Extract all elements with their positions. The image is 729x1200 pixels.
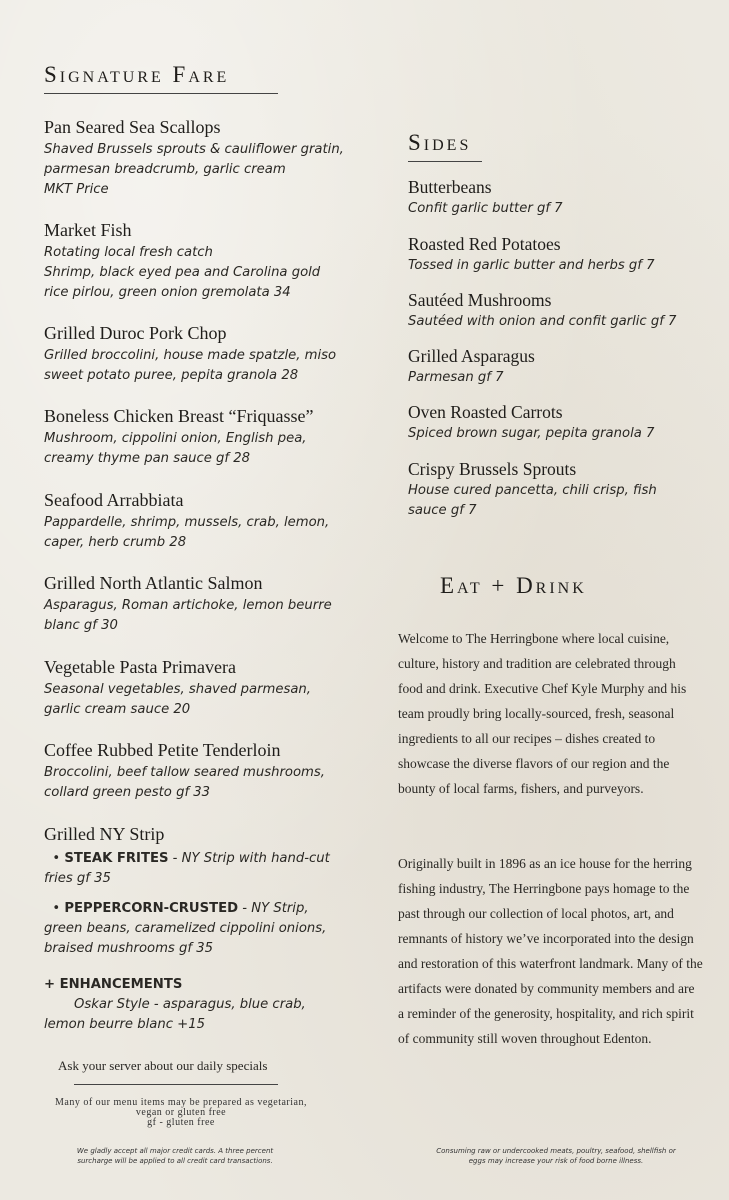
menu-item	[44, 405, 344, 469]
option-description: - NY Strip, green beans, caramelized cippolini onions, braised mushrooms gf 35	[44, 901, 327, 956]
item-description: Spiced brown sugar, pepita granola 7	[408, 426, 655, 441]
item-name: Sautéed Mushrooms	[408, 290, 552, 310]
side-item	[408, 401, 698, 444]
enhancements	[44, 975, 344, 995]
item-description: Parmesan gf 7	[408, 370, 504, 385]
item-description: Seasonal vegetables, shaved parmesan, garlic cream sauce 20	[44, 682, 311, 717]
menu-item	[44, 656, 344, 720]
menu-item	[44, 823, 344, 1035]
about-paragraph-2: Originally built in 1896 as an ice house for the herring fishing industry, The Herringbone pays homage to the past through our collection of local photos, art, and remnants of history we’ve incorporated into the design and restoration of this waterfront landmark. Many of the artifacts were donated by community members and are a reminder of the generosity, hospitality, and rich spirit of community still woven throughout Edenton.	[398, 856, 703, 1046]
item-name: Roasted Red Potatoes	[408, 234, 561, 254]
menu-item	[44, 219, 344, 303]
item-name: Seafood Arrabbiata	[44, 490, 184, 510]
item-name: Grilled North Atlantic Salmon	[44, 573, 263, 593]
item-name: Grilled Duroc Pork Chop	[44, 323, 227, 343]
item-description: Shaved Brussels sprouts & cauliflower gratin, parmesan breadcrumb, garlic cream	[44, 142, 344, 177]
divider	[74, 1084, 278, 1085]
enhancements-description: Oskar Style - asparagus, blue crab, lemon beurre blanc +15	[44, 997, 306, 1032]
option-label: PEPPERCORN-CRUSTED	[64, 901, 239, 916]
item-description: Tossed in garlic butter and herbs gf 7	[408, 258, 655, 273]
side-item	[408, 233, 698, 276]
menu-item	[44, 322, 344, 386]
option-description: - NY Strip with hand-cut fries gf 35	[44, 851, 330, 886]
item-name: Coffee Rubbed Petite Tenderloin	[44, 740, 281, 760]
side-item	[408, 176, 698, 219]
strip-option: • STEAK FRITES - NY Strip with hand-cut fries gf 35	[44, 851, 330, 886]
signature-fare-heading: Signature Fare	[44, 62, 278, 94]
menu-item	[44, 489, 344, 553]
strip-option: • PEPPERCORN-CRUSTED - NY Strip, green beans, caramelized cippolini onions, braised mushrooms gf 35	[44, 901, 327, 956]
side-item	[408, 345, 698, 388]
item-description: Rotating local fresh catch	[44, 245, 213, 260]
item-name: Grilled NY Strip	[44, 824, 165, 844]
item-name: Vegetable Pasta Primavera	[44, 657, 236, 677]
option-label: STEAK FRITES	[64, 851, 169, 866]
item-name: Market Fish	[44, 220, 132, 240]
item-name: Oven Roasted Carrots	[408, 402, 563, 422]
item-description: House cured pancetta, chili crisp, fish sauce gf 7	[408, 483, 657, 518]
daily-specials: Ask your server about our daily specials	[58, 1058, 268, 1073]
about-paragraph-1: Welcome to The Herringbone where local cuisine, culture, history and tradition are celebrated through food and drink. Executive Chef Kyle Murphy and his team proudly bring locally-sourced, fresh, seasonal ingredients to all our recipes – dishes created to showcase the diverse flavors of our region and the bounty of local farms, fishers, and purveyors.	[398, 631, 687, 796]
item-name: Grilled Asparagus	[408, 346, 535, 366]
item-description: Grilled broccolini, house made spatzle, miso sweet potato puree, pepita granola 28	[44, 348, 337, 383]
item-description: Pappardelle, shrimp, mussels, crab, lemon, caper, herb crumb 28	[44, 515, 330, 550]
credit-card-note: We gladly accept all major credit cards. A three percent surcharge will be applied to all credit card transactions.	[76, 1147, 274, 1165]
eat-drink-heading: Eat + Drink	[440, 573, 587, 598]
item-name: Crispy Brussels Sprouts	[408, 459, 577, 479]
food-safety-note: Consuming raw or undercooked meats, poultry, seafood, shellfish or eggs may increase your risk of food borne illness.	[436, 1147, 676, 1165]
item-description-2: Shrimp, black eyed pea and Carolina gold rice pirlou, green onion gremolata 34	[44, 265, 321, 300]
item-name: Butterbeans	[408, 177, 492, 197]
item-description: Sautéed with onion and confit garlic gf 7	[408, 314, 677, 329]
item-name: Pan Seared Sea Scallops	[44, 117, 221, 137]
side-item	[408, 289, 698, 332]
dietary-note: Many of our menu items may be prepared as vegetarian, vegan or gluten free gf - gluten free	[55, 1097, 307, 1128]
item-name: Boneless Chicken Breast “Friquasse”	[44, 406, 314, 426]
item-description: Confit garlic butter gf 7	[408, 201, 563, 216]
item-price: MKT Price	[44, 182, 109, 197]
item-description: Broccolini, beef tallow seared mushrooms, collard green pesto gf 33	[44, 765, 325, 800]
menu-item	[44, 116, 344, 200]
enhancements-label: + ENHANCEMENTS	[44, 977, 183, 992]
menu-item	[44, 572, 344, 636]
side-item	[408, 458, 698, 521]
menu-item	[44, 739, 344, 803]
sides-heading: Sides	[408, 130, 482, 162]
item-description: Mushroom, cippolini onion, English pea, creamy thyme pan sauce gf 28	[44, 431, 307, 466]
gf-legend: gf - gluten free	[147, 1117, 215, 1128]
item-description: Asparagus, Roman artichoke, lemon beurre blanc gf 30	[44, 598, 332, 633]
